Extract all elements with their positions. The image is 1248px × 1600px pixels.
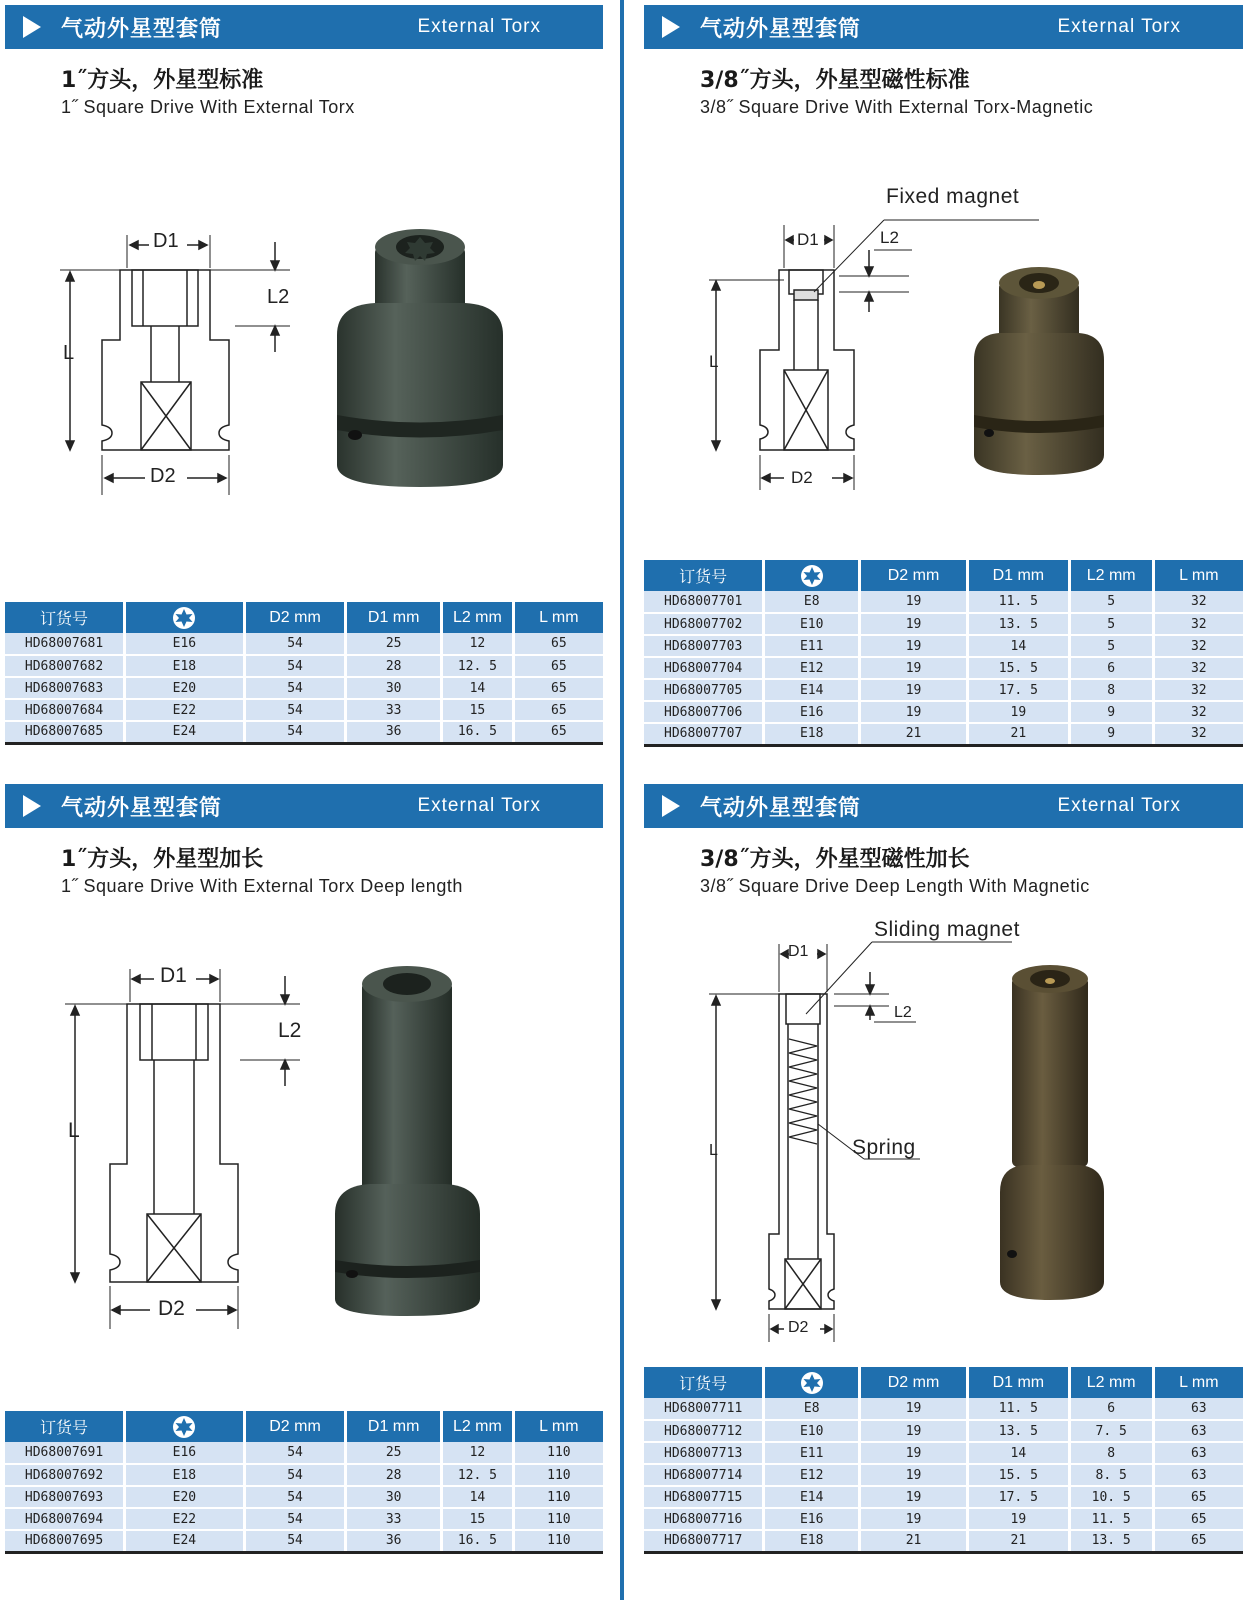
table-row	[644, 1464, 1243, 1486]
cell-order-no: HD68007701	[644, 591, 764, 613]
cell-order-no: HD68007704	[644, 657, 764, 679]
cell-order-no: HD68007683	[5, 677, 125, 699]
section-3-8in-magnetic-deep	[644, 784, 1243, 1596]
dim-label-l: L	[68, 1119, 80, 1142]
cell-d1: 33	[346, 699, 442, 721]
cell-torx-size: E12	[764, 1464, 860, 1486]
cell-l2: 5	[1069, 591, 1153, 613]
cell-torx-size: E20	[125, 677, 245, 699]
dim-label-l2: L2	[880, 228, 899, 247]
cell-d1: 14	[967, 635, 1069, 657]
section-header-bar	[644, 784, 1243, 828]
cell-l2: 6	[1069, 657, 1153, 679]
dim-label-l: L	[709, 1142, 718, 1159]
cell-d2: 19	[860, 701, 968, 723]
cell-l2: 8	[1069, 1442, 1153, 1464]
col-d1: D1 mm	[346, 1411, 442, 1442]
cell-order-no: HD68007707	[644, 723, 764, 745]
cell-d1: 21	[967, 723, 1069, 745]
cell-torx-size: E18	[764, 723, 860, 745]
cell-d2: 54	[244, 633, 346, 655]
section-header-zh: 气动外星型套筒	[700, 796, 862, 821]
table-row	[5, 1464, 603, 1486]
cell-d2: 54	[244, 1530, 346, 1552]
col-d1: D1 mm	[967, 1367, 1069, 1398]
section-header-en: External Torx	[417, 795, 541, 816]
cell-d2: 54	[244, 677, 346, 699]
cell-torx-size: E22	[125, 699, 245, 721]
table-row	[5, 699, 603, 721]
dim-label-l: L	[709, 352, 719, 371]
callout-fixed-magnet: Fixed magnet	[886, 185, 1020, 208]
cell-l2: 9	[1069, 701, 1153, 723]
cell-order-no: HD68007712	[644, 1420, 764, 1442]
cell-d2: 19	[860, 1486, 968, 1508]
cell-l2: 12	[442, 1442, 514, 1464]
cell-d2: 19	[860, 1442, 968, 1464]
cell-d2: 19	[860, 591, 968, 613]
col-l2: L2 mm	[1069, 560, 1153, 591]
cell-l: 65	[513, 721, 603, 743]
col-d2: D2 mm	[244, 602, 346, 633]
dim-label-d2: D2	[158, 1297, 185, 1320]
cell-l2: 13. 5	[1069, 1530, 1153, 1552]
section-header-en: External Torx	[1057, 16, 1181, 37]
table-row	[644, 1442, 1243, 1464]
cell-l2: 15	[442, 699, 514, 721]
cell-torx-size: E12	[764, 657, 860, 679]
table-row	[644, 613, 1243, 635]
cell-l: 63	[1153, 1464, 1243, 1486]
product-photo	[994, 962, 1114, 1322]
cell-l2: 10. 5	[1069, 1486, 1153, 1508]
dim-label-d2: D2	[788, 1319, 809, 1336]
cell-order-no: HD68007705	[644, 679, 764, 701]
cell-order-no: HD68007715	[644, 1486, 764, 1508]
cell-d1: 14	[967, 1442, 1069, 1464]
cell-d2: 54	[244, 699, 346, 721]
section-1in-standard	[5, 5, 603, 770]
cell-d1: 13. 5	[967, 613, 1069, 635]
torx-star-icon	[800, 1371, 824, 1395]
cell-order-no: HD68007684	[5, 699, 125, 721]
cell-d2: 54	[244, 655, 346, 677]
product-title-en: 1˝ Square Drive With External Torx	[61, 97, 355, 117]
cell-l: 32	[1153, 657, 1243, 679]
cell-l: 65	[513, 633, 603, 655]
section-header-en: External Torx	[417, 16, 541, 37]
cell-d1: 13. 5	[967, 1420, 1069, 1442]
cell-d1: 28	[346, 1464, 442, 1486]
product-photo	[969, 265, 1119, 485]
cell-d1: 25	[346, 1442, 442, 1464]
cell-torx-size: E11	[764, 635, 860, 657]
dim-label-l2: L2	[267, 286, 290, 308]
table-row	[5, 1530, 603, 1552]
cell-d1: 21	[967, 1530, 1069, 1552]
cell-d1: 17. 5	[967, 1486, 1069, 1508]
dim-label-d2: D2	[150, 465, 176, 487]
cell-torx-size: E16	[125, 633, 245, 655]
play-triangle-icon	[662, 16, 680, 38]
col-d2: D2 mm	[244, 1411, 346, 1442]
section-header-zh: 气动外星型套筒	[700, 17, 862, 42]
col-d1: D1 mm	[346, 602, 442, 633]
cell-d1: 25	[346, 633, 442, 655]
cell-d1: 33	[346, 1508, 442, 1530]
cell-l: 32	[1153, 679, 1243, 701]
cell-l: 110	[513, 1464, 603, 1486]
cell-l: 63	[1153, 1420, 1243, 1442]
spec-table	[644, 1367, 1243, 1554]
section-3-8in-magnetic-standard	[644, 5, 1243, 770]
cell-torx-size: E11	[764, 1442, 860, 1464]
table-row	[5, 1508, 603, 1530]
cell-torx-size: E16	[125, 1442, 245, 1464]
cell-d2: 19	[860, 679, 968, 701]
cell-d2: 19	[860, 635, 968, 657]
cell-l: 65	[513, 699, 603, 721]
cell-l: 110	[513, 1508, 603, 1530]
play-triangle-icon	[23, 795, 41, 817]
cell-d1: 19	[967, 1508, 1069, 1530]
cell-torx-size: E18	[125, 1464, 245, 1486]
cell-l: 63	[1153, 1442, 1243, 1464]
cell-order-no: HD68007717	[644, 1530, 764, 1552]
cell-l: 65	[1153, 1486, 1243, 1508]
col-l2: L2 mm	[1069, 1367, 1153, 1398]
callout-spring: Spring	[852, 1136, 916, 1159]
cell-order-no: HD68007702	[644, 613, 764, 635]
cell-d2: 19	[860, 1508, 968, 1530]
table-header-row	[644, 1367, 1243, 1398]
cell-d2: 21	[860, 723, 968, 745]
cell-torx-size: E18	[764, 1530, 860, 1552]
cell-torx-size: E14	[764, 1486, 860, 1508]
cell-l2: 16. 5	[442, 1530, 514, 1552]
col-order-no: 订货号	[644, 1367, 764, 1398]
table-row	[644, 723, 1243, 745]
table-header-row	[5, 1411, 603, 1442]
cell-order-no: HD68007681	[5, 633, 125, 655]
cell-d1: 30	[346, 677, 442, 699]
table-row	[5, 677, 603, 699]
cell-l: 110	[513, 1530, 603, 1552]
cell-l2: 14	[442, 1486, 514, 1508]
cell-l2: 16. 5	[442, 721, 514, 743]
table-row	[5, 1486, 603, 1508]
cell-d2: 21	[860, 1530, 968, 1552]
cell-l2: 14	[442, 677, 514, 699]
cell-l2: 7. 5	[1069, 1420, 1153, 1442]
cell-order-no: HD68007711	[644, 1398, 764, 1420]
technical-drawing	[45, 220, 305, 510]
col-l2: L2 mm	[442, 1411, 514, 1442]
table-row	[644, 635, 1243, 657]
product-photo	[330, 964, 490, 1324]
cell-d2: 54	[244, 1442, 346, 1464]
cell-torx-size: E24	[125, 1530, 245, 1552]
dim-label-l: L	[63, 342, 75, 364]
product-title-zh: 3/8˝方头，外星型磁性加长	[700, 847, 970, 872]
spec-table	[5, 602, 603, 745]
cell-torx-size: E16	[764, 1508, 860, 1530]
table-row	[644, 657, 1243, 679]
cell-torx-size: E20	[125, 1486, 245, 1508]
cell-l: 63	[1153, 1398, 1243, 1420]
cell-d1: 11. 5	[967, 1398, 1069, 1420]
section-header-en: External Torx	[1057, 795, 1181, 816]
table-row	[644, 591, 1243, 613]
dim-label-d1: D1	[797, 230, 819, 249]
product-title-zh: 1˝方头，外星型标准	[61, 68, 264, 93]
section-header-zh: 气动外星型套筒	[61, 17, 223, 42]
cell-torx-size: E14	[764, 679, 860, 701]
cell-d1: 28	[346, 655, 442, 677]
play-triangle-icon	[23, 16, 41, 38]
col-order-no: 订货号	[5, 602, 125, 633]
cell-torx-size: E8	[764, 591, 860, 613]
cell-l: 32	[1153, 701, 1243, 723]
col-torx	[125, 602, 245, 633]
dim-label-d1: D1	[160, 964, 187, 987]
dim-label-d2: D2	[791, 468, 813, 487]
table-row	[5, 655, 603, 677]
cell-torx-size: E16	[764, 701, 860, 723]
cell-d1: 30	[346, 1486, 442, 1508]
table-row	[5, 1442, 603, 1464]
cell-l: 65	[513, 677, 603, 699]
cell-order-no: HD68007694	[5, 1508, 125, 1530]
cell-l: 110	[513, 1442, 603, 1464]
col-order-no: 订货号	[5, 1411, 125, 1442]
cell-order-no: HD68007691	[5, 1442, 125, 1464]
technical-drawing	[50, 964, 320, 1334]
cell-l2: 9	[1069, 723, 1153, 745]
cell-torx-size: E10	[764, 613, 860, 635]
dim-label-d1: D1	[153, 230, 179, 252]
section-1in-deep	[5, 784, 603, 1596]
product-title-zh: 3/8˝方头，外星型磁性标准	[700, 68, 970, 93]
table-row	[644, 1486, 1243, 1508]
cell-d1: 36	[346, 1530, 442, 1552]
cell-l: 65	[1153, 1530, 1243, 1552]
callout-sliding-magnet: Sliding magnet	[874, 918, 1020, 941]
cell-l: 32	[1153, 723, 1243, 745]
cell-order-no: HD68007706	[644, 701, 764, 723]
cell-d1: 19	[967, 701, 1069, 723]
dim-label-l2: L2	[894, 1004, 912, 1021]
table-row	[644, 701, 1243, 723]
section-header-bar	[5, 784, 603, 828]
cell-torx-size: E10	[764, 1420, 860, 1442]
col-l: L mm	[513, 1411, 603, 1442]
cell-torx-size: E24	[125, 721, 245, 743]
cell-l: 65	[513, 655, 603, 677]
col-l: L mm	[1153, 560, 1243, 591]
cell-l2: 15	[442, 1508, 514, 1530]
cell-torx-size: E18	[125, 655, 245, 677]
play-triangle-icon	[662, 795, 680, 817]
cell-order-no: HD68007703	[644, 635, 764, 657]
cell-d1: 36	[346, 721, 442, 743]
cell-l2: 12. 5	[442, 655, 514, 677]
cell-l: 65	[1153, 1508, 1243, 1530]
col-l2: L2 mm	[442, 602, 514, 633]
cell-d1: 11. 5	[967, 591, 1069, 613]
cell-order-no: HD68007716	[644, 1508, 764, 1530]
cell-d1: 17. 5	[967, 679, 1069, 701]
torx-star-icon	[172, 1415, 196, 1439]
cell-d2: 54	[244, 1508, 346, 1530]
section-header-bar	[644, 5, 1243, 49]
table-row	[644, 1398, 1243, 1420]
col-torx	[125, 1411, 245, 1442]
cell-d2: 19	[860, 1464, 968, 1486]
cell-d2: 19	[860, 1398, 968, 1420]
table-row	[644, 1420, 1243, 1442]
cell-d2: 19	[860, 1420, 968, 1442]
cell-order-no: HD68007685	[5, 721, 125, 743]
cell-order-no: HD68007695	[5, 1530, 125, 1552]
cell-l: 32	[1153, 591, 1243, 613]
cell-l2: 12	[442, 633, 514, 655]
table-row	[5, 721, 603, 743]
cell-d2: 54	[244, 721, 346, 743]
cell-d1: 15. 5	[967, 1464, 1069, 1486]
cell-l: 110	[513, 1486, 603, 1508]
product-title-en: 3/8˝ Square Drive Deep Length With Magnetic	[700, 876, 1090, 896]
cell-d1: 15. 5	[967, 657, 1069, 679]
center-divider	[620, 0, 624, 1600]
col-d2: D2 mm	[860, 1367, 968, 1398]
col-torx	[764, 560, 860, 591]
col-torx	[764, 1367, 860, 1398]
table-row	[5, 633, 603, 655]
cell-order-no: HD68007692	[5, 1464, 125, 1486]
product-photo	[325, 225, 515, 495]
cell-l: 32	[1153, 613, 1243, 635]
cell-d2: 54	[244, 1464, 346, 1486]
cell-torx-size: E22	[125, 1508, 245, 1530]
product-title-en: 3/8˝ Square Drive With External Torx-Magnetic	[700, 97, 1094, 117]
torx-star-icon	[172, 606, 196, 630]
cell-order-no: HD68007693	[5, 1486, 125, 1508]
cell-d2: 19	[860, 613, 968, 635]
dim-label-d1: D1	[788, 943, 809, 960]
table-header-row	[644, 560, 1243, 591]
cell-l2: 12. 5	[442, 1464, 514, 1486]
cell-order-no: HD68007714	[644, 1464, 764, 1486]
table-header-row	[5, 602, 603, 633]
col-order-no: 订货号	[644, 560, 764, 591]
torx-star-icon	[800, 564, 824, 588]
table-row	[644, 679, 1243, 701]
cell-l2: 8. 5	[1069, 1464, 1153, 1486]
section-header-bar	[5, 5, 603, 49]
technical-drawing	[694, 918, 1024, 1344]
col-l: L mm	[1153, 1367, 1243, 1398]
spec-table	[644, 560, 1243, 747]
product-title-zh: 1˝方头，外星型加长	[61, 847, 264, 872]
dim-label-l2: L2	[278, 1019, 302, 1042]
cell-l2: 8	[1069, 679, 1153, 701]
cell-order-no: HD68007682	[5, 655, 125, 677]
col-l: L mm	[513, 602, 603, 633]
section-header-zh: 气动外星型套筒	[61, 796, 223, 821]
col-d2: D2 mm	[860, 560, 968, 591]
cell-l2: 5	[1069, 613, 1153, 635]
spec-table	[5, 1411, 603, 1554]
col-d1: D1 mm	[967, 560, 1069, 591]
cell-d2: 54	[244, 1486, 346, 1508]
cell-l2: 11. 5	[1069, 1508, 1153, 1530]
cell-d2: 19	[860, 657, 968, 679]
cell-torx-size: E8	[764, 1398, 860, 1420]
cell-l2: 6	[1069, 1398, 1153, 1420]
cell-l2: 5	[1069, 635, 1153, 657]
cell-order-no: HD68007713	[644, 1442, 764, 1464]
cell-l: 32	[1153, 635, 1243, 657]
table-row	[644, 1530, 1243, 1552]
table-row	[644, 1508, 1243, 1530]
product-title-en: 1˝ Square Drive With External Torx Deep length	[61, 876, 463, 896]
